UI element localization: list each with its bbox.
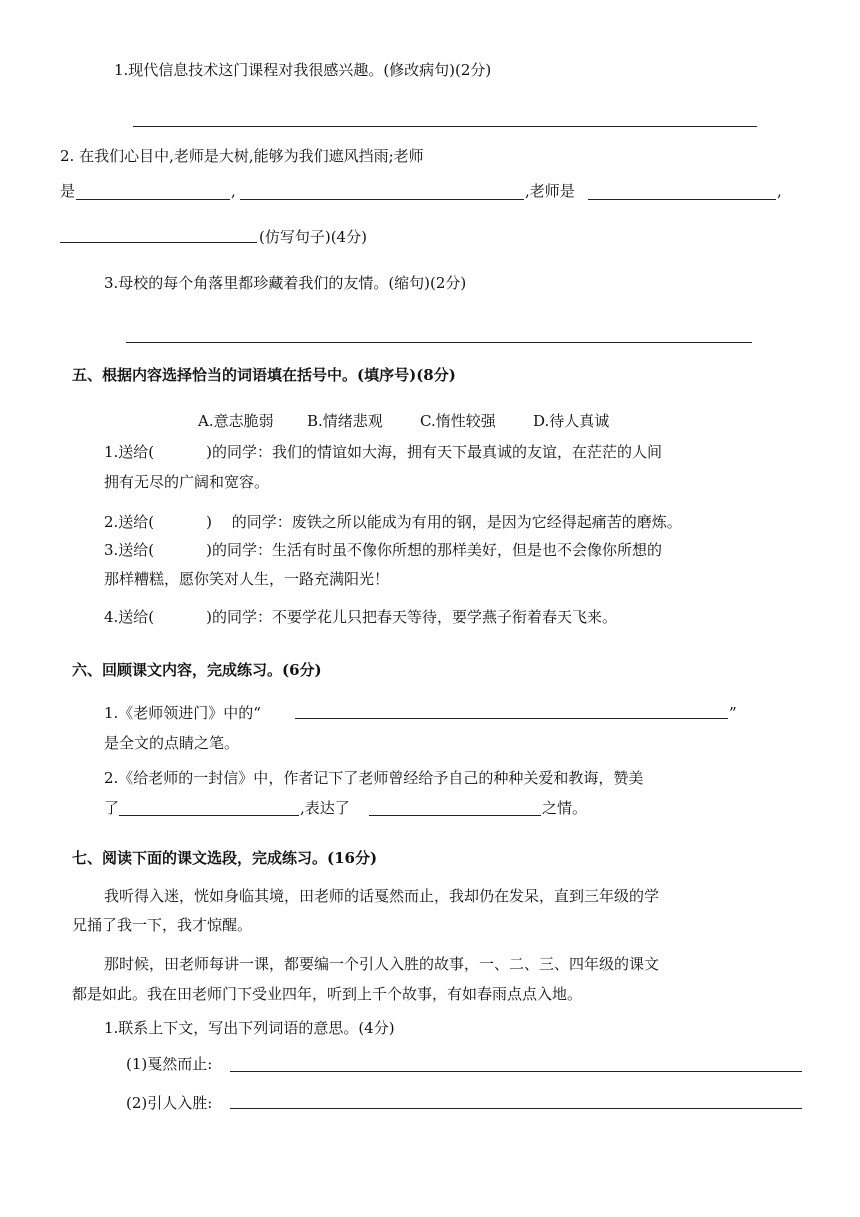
q4-item-1: 1.现代信息技术这门课程对我很感兴趣。(修改病句)(2分) [114,61,492,79]
s5-item-3: 3.送给( )的同学：生活有时虽不像你所想的那样美好，但是也不会像你所想的 [104,541,663,559]
passage-para-1: 我听得入迷，恍如身临其境，田老师的话戛然而止，我却仍在发呆，直到三年级的学 [104,887,660,905]
s5-item-2: 2.送给( ) 的同学：废铁之所以能成为有用的钢，是因为它经得起痛苦的磨炼。 [104,513,682,531]
q4-item-2-is: 是 [60,182,76,200]
s7-q1-b-label: (2)引人入胜: [126,1094,213,1112]
answer-line[interactable] [126,342,752,343]
section-7-heading: 七、阅读下面的课文选段，完成练习。(16分) [72,849,378,867]
q4-item-2-teacher-is: ,老师是 [525,182,575,200]
section-6-heading: 六、回顾课文内容，完成练习。(6分) [72,661,322,679]
answer-line[interactable] [588,199,776,200]
answer-line[interactable] [295,718,728,719]
option-b: B.情绪悲观 [307,412,383,430]
s6-item-2: 2.《给老师的一封信》中，作者记下了老师曾经给予自己的种种关爱和教诲，赞美 [104,769,644,787]
answer-line[interactable] [230,1108,802,1109]
s6-item-2-end: 之情。 [542,799,588,817]
s5-item-4: 4.送给( )的同学：不要学花儿只把春天等待，要学燕子衔着春天飞来。 [104,608,618,626]
s6-item-2-le: 了 [104,799,120,817]
q4-item-2: 2. 在我们心目中,老师是大树,能够为我们遮风挡雨;老师 [60,147,424,165]
q4-item-2-comma-2: , [777,182,782,200]
answer-line[interactable] [133,126,757,127]
section-5-heading: 五、根据内容选择恰当的词语填在括号中。(填序号)(8分) [72,366,456,384]
q4-item-2-instruction: (仿写句子)(4分) [259,228,367,246]
q4-item-3: 3.母校的每个角落里都珍藏着我们的友情。(缩句)(2分) [104,274,467,292]
answer-line[interactable] [240,199,524,200]
passage-para-2: 那时候，田老师每讲一课，都要编一个引人入胜的故事，一、二、三、四年级的课文 [104,955,660,973]
option-c: C.惰性较强 [420,412,496,430]
answer-line[interactable] [230,1071,802,1072]
s5-item-1-cont: 拥有无尽的广阔和宽容。 [104,473,270,491]
s6-item-1: 1.《老师领进门》中的“ [104,704,261,722]
answer-line[interactable] [119,815,299,816]
q4-item-2-comma: , [231,182,236,200]
s6-item-1-close-quote: ” [729,704,737,722]
option-d: D.待人真诚 [533,412,610,430]
s7-question-1: 1.联系上下文，写出下列词语的意思。(4分) [104,1019,395,1037]
option-a: A.意志脆弱 [198,412,274,430]
passage-para-1-cont: 兄捅了我一下，我才惊醒。 [72,916,253,934]
answer-line[interactable] [76,199,230,200]
answer-line[interactable] [369,815,541,816]
s6-item-2-mid: ,表达了 [300,799,350,817]
answer-line[interactable] [60,242,257,243]
s7-q1-a-label: (1)戛然而止: [126,1055,213,1073]
s5-item-1: 1.送给( )的同学：我们的情谊如大海，拥有天下最真诚的友谊，在茫茫的人间 [104,443,663,461]
s5-item-3-cont: 那样糟糕，愿你笑对人生，一路充满阳光！ [104,570,390,588]
passage-para-2-cont: 都是如此。我在田老师门下受业四年，听到上千个故事，有如春雨点点入地。 [72,985,583,1003]
s6-item-1-cont: 是全文的点睛之笔。 [104,734,240,752]
